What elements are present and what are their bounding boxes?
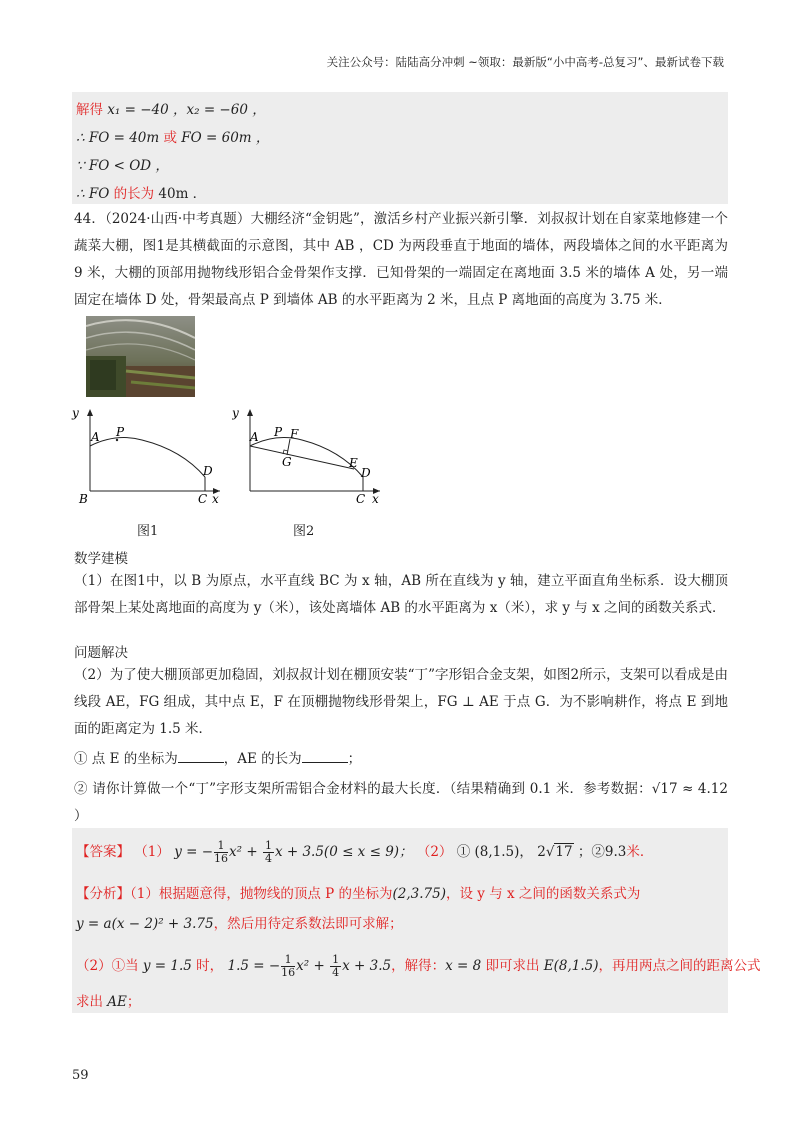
part-1: （1）在图1中，以 B 为原点，水平直线 BC 为 x 轴，AB 所在直线为 y 轴，建立平面直角坐标系．设大棚顶部骨架上某处离地面的高度为 y（米），该处离墙体 AB 的水平距离为 x（米），求 y 与 x 之间的函数关系式． [74,573,728,616]
figure-2-caption: 图2 [293,524,315,539]
analysis-line-3: （2）①当 y = 1.5 时， 1.5 = − $\frac{1}{16}$ x² + $\frac{1}{4}$ x + 3.5，解得：x = 8 即可求出 E(8,1.5)，再用两点之间的距离公式 [76,953,761,979]
fig2-label-a: A [250,430,259,444]
fig2-label-e: E [349,456,358,470]
fig2-label-y: y [232,406,239,420]
fig1-label-c: C [198,492,208,506]
page-number: 59 [72,1068,89,1083]
fig1-label-x: x [212,492,219,506]
page-header: 关注公众号：陆陆高分冲刺 ~领取：最新版“小中高考-总复习”、最新试卷下载 [326,55,724,69]
figure-1-caption: 图1 [137,524,159,539]
figure-2 [232,405,392,520]
section-modeling: 数学建模 [74,551,128,567]
fig1-label-d: D [203,464,213,478]
sub-question-2: ② 请你计算做一个“丁”字形支架所需铝合金材料的最大长度．（结果精确到 0.1 米．参考数据：√17 ≈ 4.12 ） [74,781,728,824]
answer-line: 【答案】 （1） y = − $\frac{1}{16}$ x² + $\frac{1}{4}$ x + 3.5(0 ≤ x ≤ 9)； （2） ① (8,1.5)， 2√17 ；②9.3米． [76,839,654,865]
analysis-line-4: 求出 AE； [76,994,141,1010]
analysis-line-2: y = a(x − 2)² + 3.75，然后用待定系数法即可求解； [76,916,403,932]
fig1-label-a: A [91,430,100,444]
sub-question-1: ① 点 E 的坐标为 ，AE 的长为 ； [74,746,728,773]
problem-number: 44．（2024·山西·中考真题） [74,211,251,227]
blank-ae-length[interactable] [302,748,348,763]
fig1-parabola [90,438,205,477]
solution-line-2: ∴ FO = 40m 或 FO = 60m ， [76,130,270,146]
section-solving: 问题解决 [74,645,128,661]
fig1-point-p [116,439,118,441]
fig2-label-c: C [356,492,366,506]
solution-line-3: ∵ FO < OD ， [76,158,169,174]
fig2-label-g: G [282,455,292,469]
fig1-y-arrow [87,409,93,416]
fig1-label-p: P [116,425,125,439]
solution-line-1: 解得 x₁ = −40 ，x₂ = −60 ， [76,102,266,118]
figure-1 [70,405,230,520]
fig2-label-x: x [372,492,379,506]
problem-stem [74,206,728,314]
fig2-y-arrow [247,409,253,416]
fig2-parabola [250,438,363,477]
fig2-segment-fg [287,439,290,455]
problem-text: 大棚经济“金钥匙”，激活乡村产业振兴新引擎．刘叔叔计划在自家菜地修建一个蔬菜大棚，图1是其横截面的示意图，其中 AB ，CD 为两段垂直于地面的墙体，两段墙体之间的水平距离为 9 米，大棚的顶部用抛物线形铝合金骨架作支撑．已知骨架的一端固定在离地面 3.5 米的墙体 A 处，另一端固定在墙体 D 处，骨架最高点 P 到墙体 AB 的水平距离为 2 米，且点 P 离地面的高度为 3.75 米． [74,211,728,308]
fig1-label-y: y [72,406,79,420]
fig1-label-b: B [79,492,88,506]
fig2-label-d: D [361,466,371,480]
blank-e-coordinates[interactable] [178,748,224,763]
solution-line-4: ∴ FO 的长为 40m ． [76,186,207,202]
part-2: （2）为了使大棚顶部更加稳固，刘叔叔计划在棚顶安装“丁”字形铝合金支架，如图2所示，支架可以看成是由线段 AE，FG 组成，其中点 E，F 在顶棚抛物线形骨架上，FG ⊥ AE 于点 G．为不影响耕作，将点 E 到地面的距离定为 1.5 米． [74,667,728,737]
fig2-label-p: P [274,425,283,439]
fig2-label-f: F [290,427,299,441]
analysis-line-1: 【分析】（1）根据题意得，抛物线的顶点 P 的坐标为(2,3.75)，设 y 与 x 之间的函数关系式为 [76,886,641,902]
greenhouse-photo [86,316,195,397]
fig2-segment-ae [250,446,354,469]
analysis-label: 【分析】 [76,886,130,902]
answer-label: 【答案】 [76,844,130,860]
